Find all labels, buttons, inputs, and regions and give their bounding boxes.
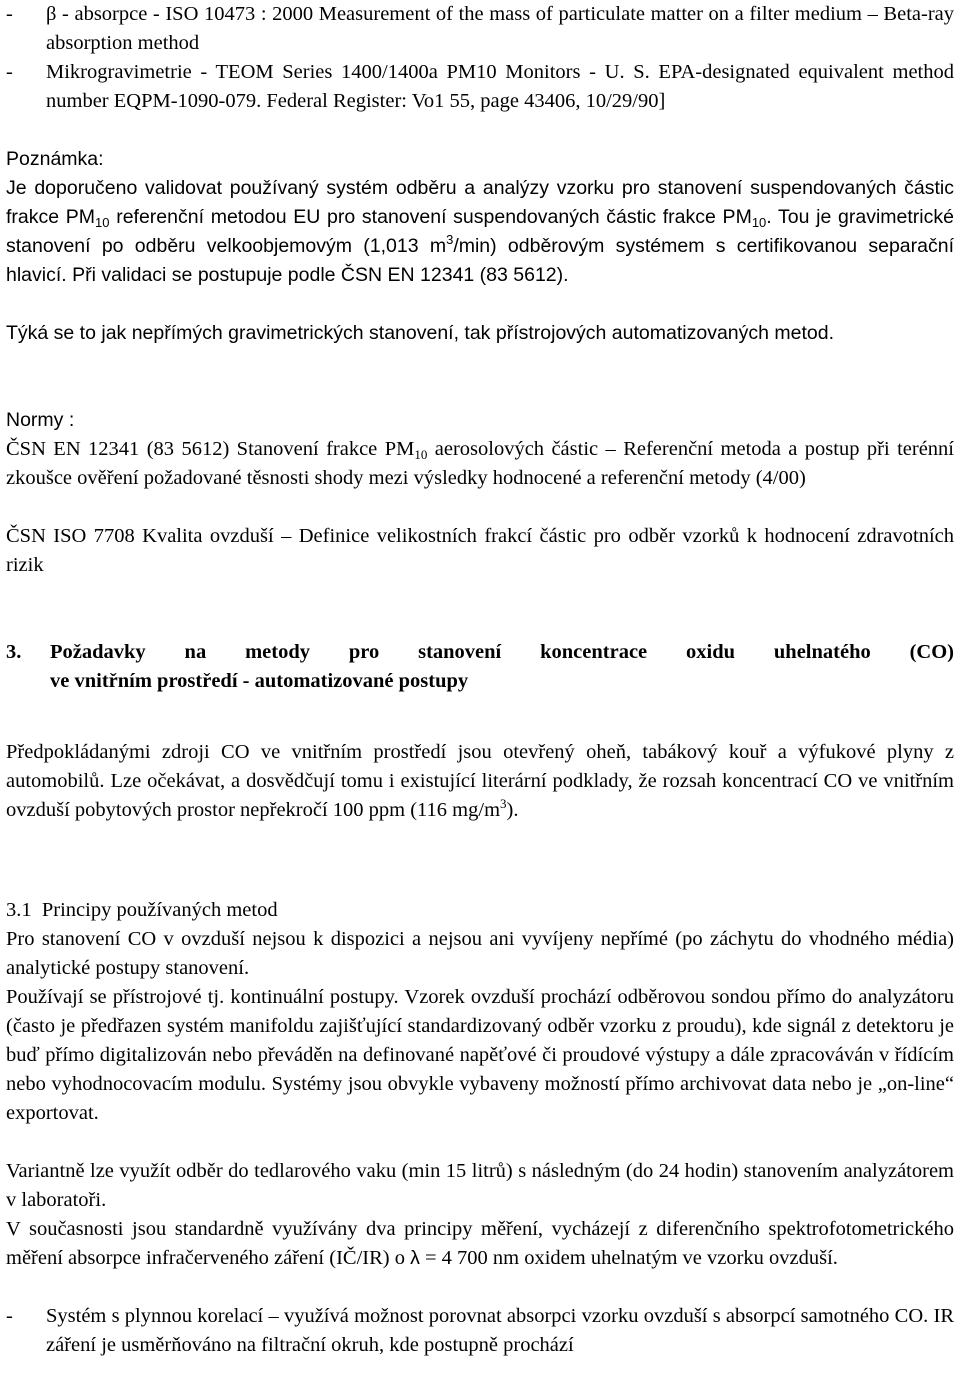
section-title-line2: ve vnitřním prostředí - automatizované postupy: [50, 670, 469, 692]
body-paragraph: [6, 1215, 954, 1273]
subscript: 10: [751, 215, 767, 230]
section-number: 3.: [6, 641, 22, 663]
note-text: . Tou je gravimetrické stanovení po odběru velkoobjemovým (1,013 m: [6, 206, 954, 257]
norm-text: ČSN EN 12341 (83 5612) Stanovení frakce PM: [6, 438, 415, 460]
norm-text: aerosolových částic – Referenční metoda a postup při terénní zkoušce ověření požadované těsnosti shody mezi výsledky hodnocené a referenční metody (4/00): [6, 438, 954, 489]
section-heading: [6, 638, 954, 667]
principle-text: Systém s plynnou korelací – využívá možnost porovnat absorpci vzorku ovzduší s absorpcí samotného CO. IR záření je usměrňováno na filtrační okruh, kde postupně prochází: [46, 1305, 954, 1356]
subsection-heading: [6, 896, 954, 925]
note-text: Je doporučeno validovat používaný systém odběru a analýzy vzorku pro stanovení suspendovaných částic frakce PM: [6, 177, 954, 228]
section-intro: [6, 738, 954, 825]
note-paragraph: [6, 174, 954, 290]
list-dash: -: [6, 3, 13, 25]
method-text: [46, 0, 954, 58]
lambda-symbol: λ: [410, 1247, 420, 1269]
method-text: Mikrogravimetrie - TEOM Series 1400/1400a PM10 Monitors - U. S. EPA-designated equivalent method number EQPM-1090-079. Federal Register: Vo1 55, page 43406, 10/29/90]: [46, 61, 954, 112]
body-paragraph: Pro stanovení CO v ovzduší nejsou k dispozici a nejsou ani vyvíjeny nepřímé (po záchytu do vhodného média) analytické postupy stanovení.: [6, 928, 954, 979]
note-text: /min) odběrovým systémem s certifikovanou separační hlavicí. Při validaci se postupuje podle ČSN EN 12341 (83 5612).: [6, 235, 954, 286]
subscript: 10: [414, 447, 428, 462]
note-text: referenční metodou EU pro stanovení suspendovaných částic frakce PM: [109, 206, 752, 228]
superscript: 3: [446, 232, 454, 247]
method-item-beta: [6, 0, 954, 58]
note-paragraph-2: Týká se to jak nepřímých gravimetrických stanovení, tak přístrojových automatizovaných metod.: [6, 322, 835, 344]
section-title-line1: Požadavky na metody pro stanovení koncentrace oxidu uhelnatého (CO): [50, 641, 954, 663]
subsection-title: Principy používaných metod: [41, 899, 278, 921]
norm-item: ČSN ISO 7708 Kvalita ovzduší – Definice velikostních frakcí částic pro odběr vzorků k hodnocení zdravotních rizik: [6, 525, 954, 576]
body-paragraph: Variantně lze využít odběr do tedlarového vaku (min 15 litrů) s následným (do 24 hodin) stanovením analyzátorem v laboratoři.: [6, 1160, 954, 1211]
norms-label: Normy :: [6, 409, 75, 431]
note-label: Poznámka:: [6, 148, 104, 170]
beta-symbol: β: [46, 3, 57, 25]
subsection-number: 3.1: [6, 899, 32, 921]
superscript: 3: [500, 796, 507, 811]
method-description: - absorpce - ISO 10473 : 2000 Measurement of the mass of particulate matter on a filter medium – Beta-ray absorption method: [46, 3, 954, 54]
list-dash: -: [6, 1305, 13, 1327]
subscript: 10: [95, 215, 110, 230]
intro-text: Předpokládanými zdroji CO ve vnitřním prostředí jsou otevřený oheň, tabákový kouř a výfukové plyny z automobilů. Lze očekávat, a dosvědčují tomu i existující literární podklady, že rozsah koncentrací CO ve vnitřním ovzduší pobytových prostor nepřekročí 100 ppm (116 mg/m: [6, 741, 954, 821]
paragraph-text: V současnosti jsou standardně využívány dva principy měření, vycházejí z diferenčního spektrofotometrického měření absorpce infračerveného záření (IČ/IR) o: [6, 1218, 954, 1269]
method-item-teom: [6, 58, 954, 116]
list-dash: -: [6, 61, 13, 83]
principle-item: [6, 1302, 954, 1360]
body-paragraph: Používají se přístrojové tj. kontinuální postupy. Vzorek ovzduší prochází odběrovou sondou přímo do analyzátoru (často je předřazen systém manifoldu zajišťující standardizovaný odběr vzorku z proudu), kde signál z detektoru je buď přímo digitalizován nebo převáděn na definované napěťové či proudové výstupy a dále zpracováván v řídícím nebo vyhodnocovacím modulu. Systémy jsou obvykle vybaveny možností přímo archivovat data nebo je „on-line“ exportovat.: [6, 986, 954, 1124]
intro-text: ).: [506, 799, 519, 821]
paragraph-text: = 4 700 nm oxidem uhelnatým ve vzorku ovzduší.: [419, 1247, 838, 1269]
norm-item: [6, 435, 954, 493]
section-heading-continued: [6, 667, 954, 696]
